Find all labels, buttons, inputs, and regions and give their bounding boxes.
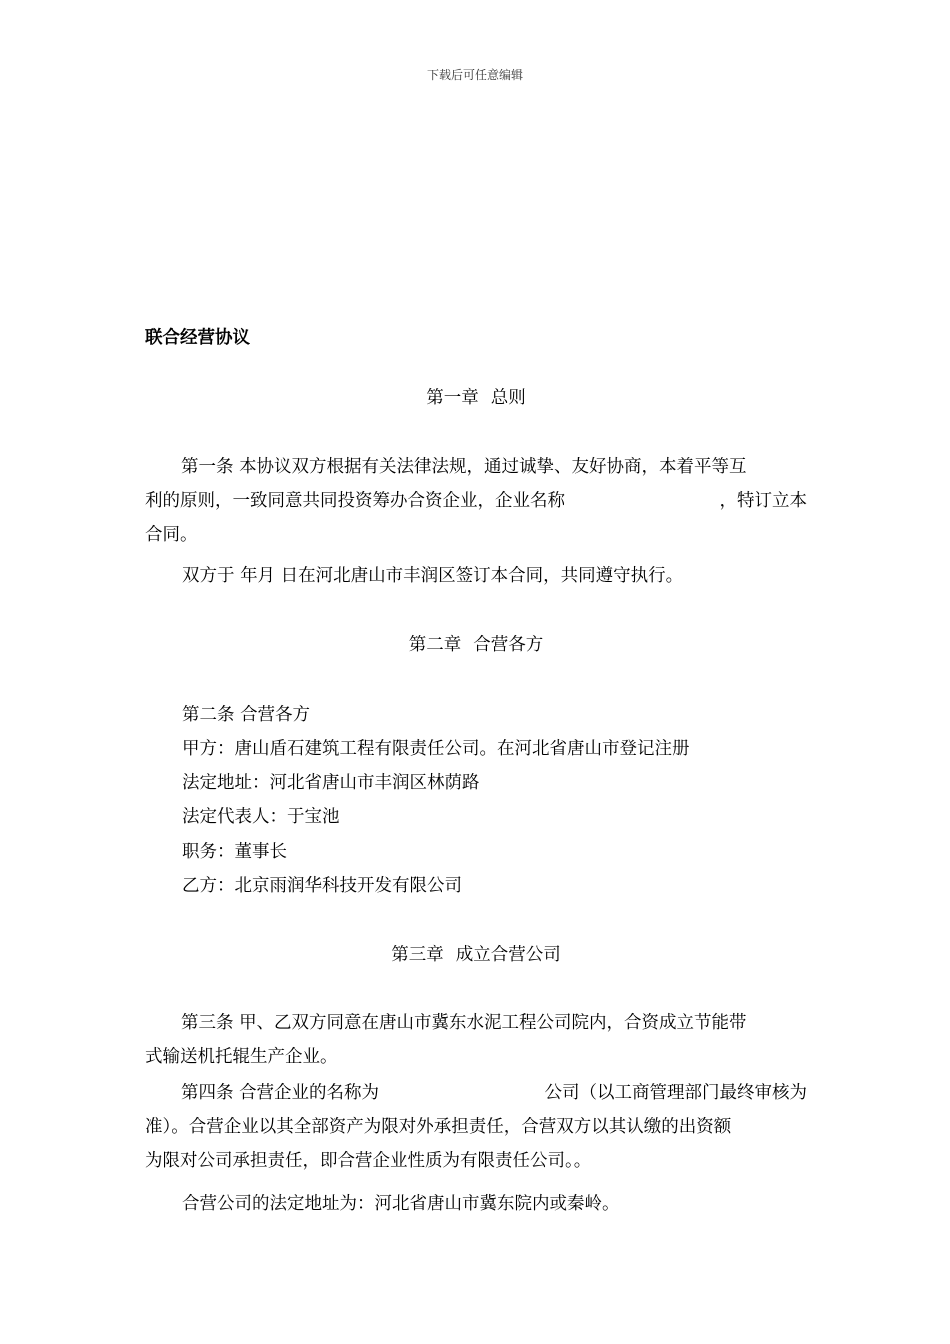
party-a-address: 法定地址：河北省唐山市丰润区林荫路	[182, 773, 480, 793]
party-a-position: 职务：董事长	[182, 842, 287, 862]
chapter-1-heading	[145, 384, 807, 409]
chapter-3-label: 第三章	[391, 945, 444, 965]
article-1-line-2b: ，特订立本	[719, 491, 807, 511]
article-4-line-2	[145, 1110, 807, 1144]
article-1-line-2a: 利的原则，一致同意共同投资筹办合资企业，企业名称	[145, 491, 565, 511]
chapter-2-name: 合营各方	[473, 635, 544, 655]
article-1-line-3: 合同。	[145, 525, 198, 545]
party-a: 甲方：唐山盾石建筑工程有限责任公司。在河北省唐山市登记注册	[182, 739, 690, 759]
article-3-line-1	[145, 1006, 807, 1040]
article-4-line-1a: 第四条 合营企业的名称为	[181, 1083, 380, 1103]
article-2-heading: 第二条 合营各方	[182, 705, 311, 725]
article-4-line-1b: 公司（以工商管理部门最终审核为	[544, 1083, 807, 1103]
party-a-representative: 法定代表人：于宝池	[182, 807, 340, 827]
party-b: 乙方：北京雨润华科技开发有限公司	[182, 876, 462, 896]
article-1-line-1	[145, 450, 807, 484]
company-address: 合营公司的法定地址为：河北省唐山市冀东院内或秦岭。	[182, 1194, 620, 1214]
article-4-line-1	[145, 1076, 807, 1110]
article-4	[145, 1076, 807, 1178]
document-title: 联合经营协议	[145, 328, 250, 348]
chapter-1-label: 第一章	[426, 388, 479, 408]
article-4-line-3: 为限对公司承担责任，即合营企业性质为有限责任公司。。	[145, 1151, 592, 1171]
chapter-1-name: 总则	[490, 388, 526, 408]
article-3-line-1-text: 第三条 甲、乙双方同意在唐山市冀东水泥工程公司院内，合资成立节能带	[181, 1013, 747, 1033]
article-3-line-2: 式输送机托辊生产企业。	[145, 1047, 338, 1067]
chapter-2-label: 第二章	[408, 635, 462, 655]
signing-statement: 双方于 年月 日在河北唐山市丰润区签订本合同，共同遵守执行。	[182, 566, 684, 586]
article-4-line-2-text: 准）。合营企业以其全部资产为限对外承担责任，合营双方以其认缴的出资额	[145, 1117, 732, 1137]
chapter-3-heading	[145, 941, 807, 966]
article-1-line-2	[145, 484, 807, 518]
article-1-line-1-text: 第一条 本协议双方根据有关法律法规，通过诚挚、友好协商，本着平等互	[181, 457, 747, 477]
article-3	[145, 1006, 807, 1074]
article-1	[145, 450, 807, 552]
chapter-2-heading	[145, 631, 807, 656]
chapter-3-name: 成立合营公司	[455, 945, 561, 965]
header-note: 下载后可任意编辑	[426, 68, 523, 82]
